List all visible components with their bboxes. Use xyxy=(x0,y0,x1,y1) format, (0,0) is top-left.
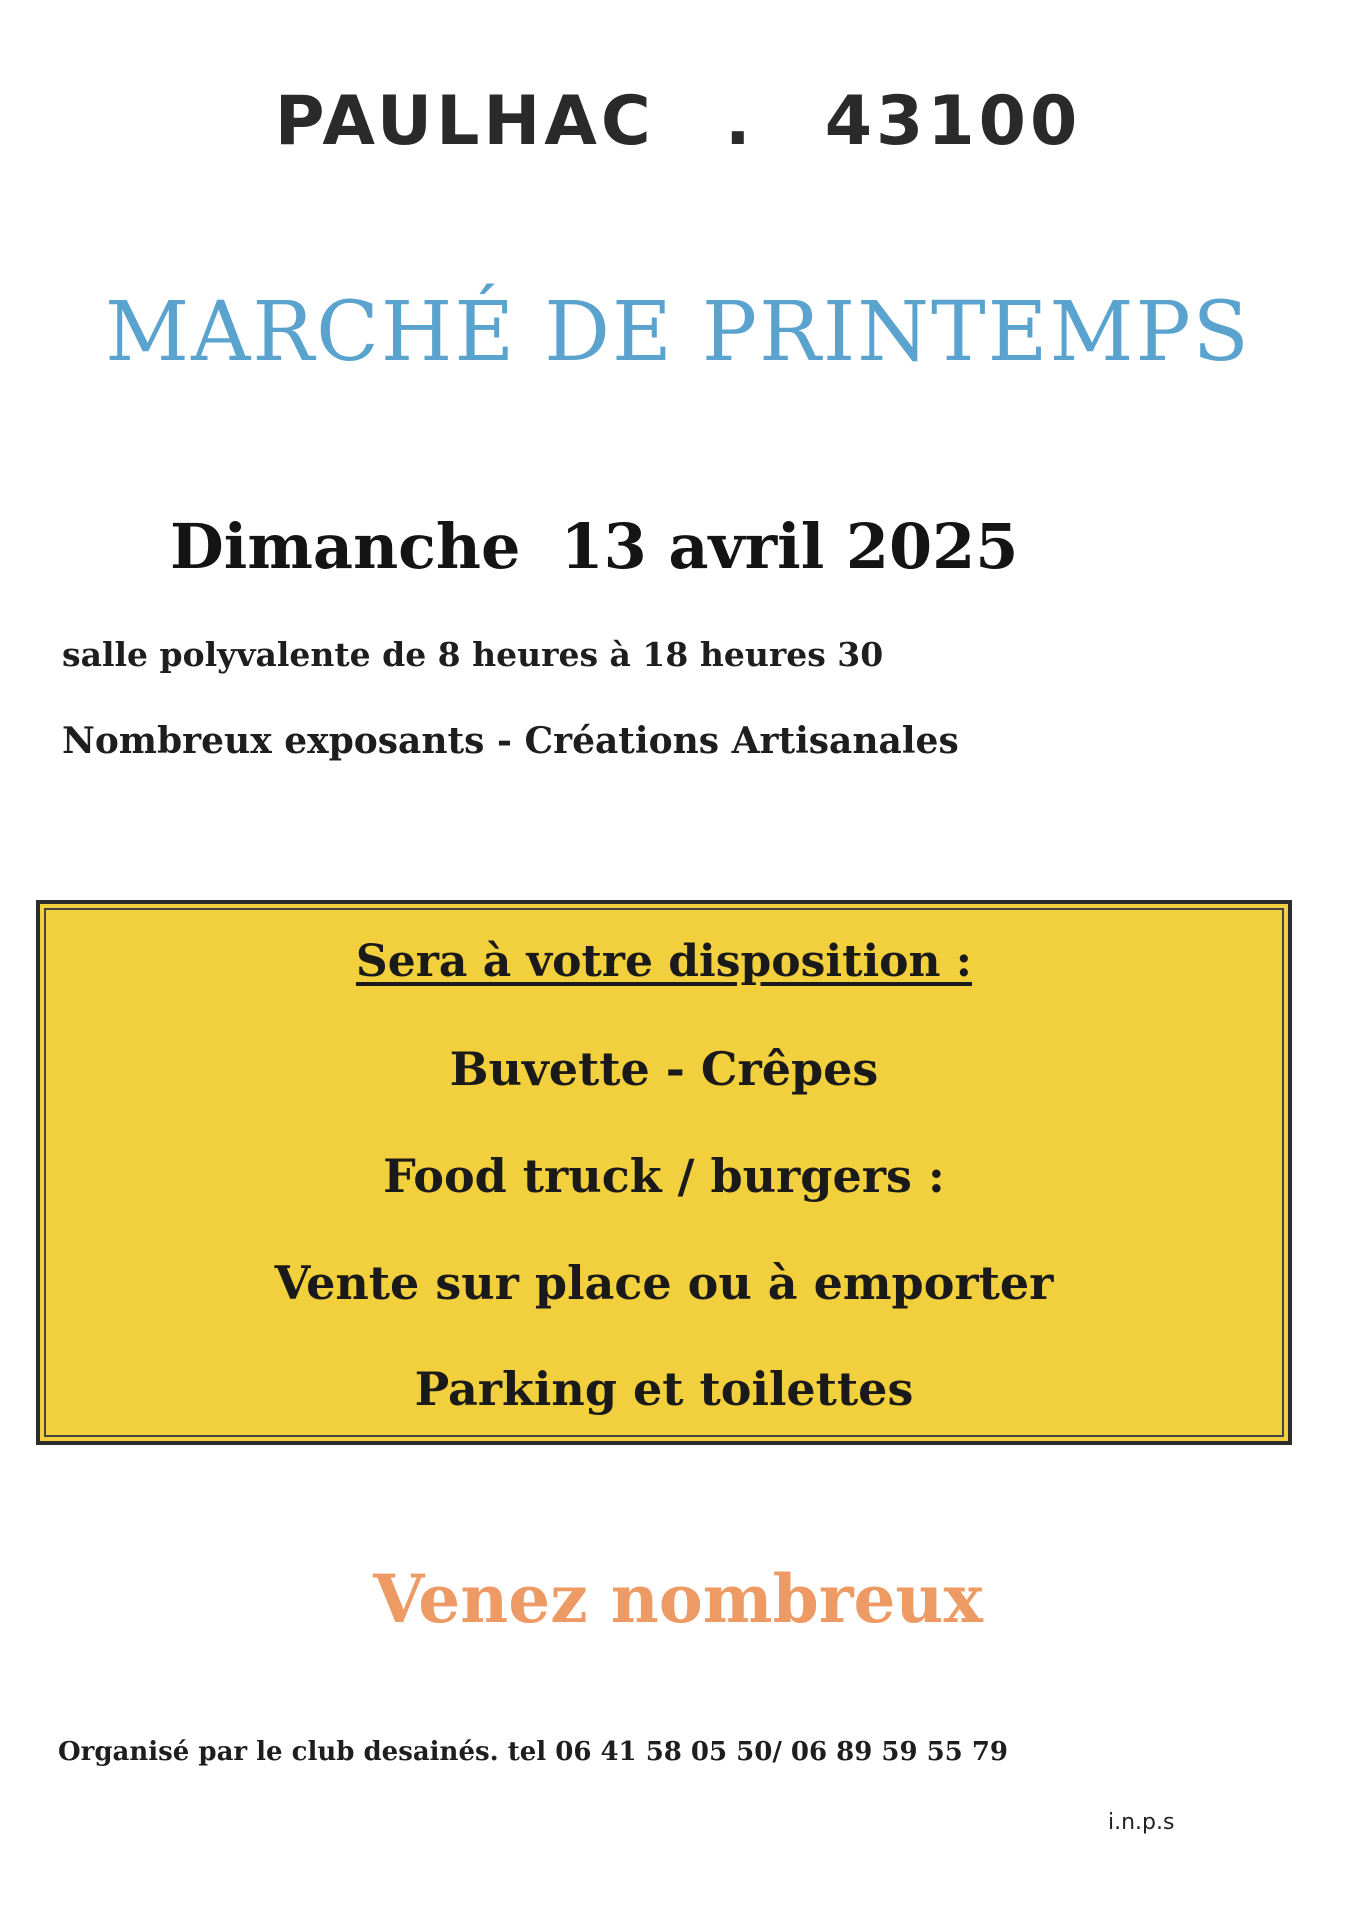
header-separator: . xyxy=(724,82,755,161)
venue-hours: salle polyvalente de 8 heures à 18 heures 30 xyxy=(62,635,884,674)
amenity-item: Food truck / burgers : xyxy=(383,1149,945,1203)
event-date-value: 13 avril 2025 xyxy=(560,510,1019,583)
event-date xyxy=(170,510,1018,583)
amenities-box xyxy=(36,900,1292,1445)
event-day: Dimanche xyxy=(170,510,521,583)
amenity-item: Buvette - Crêpes xyxy=(449,1042,879,1096)
amenities-heading: Sera à votre disposition : xyxy=(355,936,973,987)
organizer-contact: Organisé par le club desainés. tel 06 41 58 05 50/ 06 89 59 55 79 xyxy=(58,1737,1009,1767)
event-title: MARCHÉ DE PRINTEMPS xyxy=(105,285,1251,380)
town-header xyxy=(0,82,1356,161)
amenity-item: Parking et toilettes xyxy=(414,1362,914,1416)
author-initials: i.n.p.s xyxy=(1108,1810,1175,1835)
closing-invitation: Venez nombreux xyxy=(373,1560,983,1638)
postcode: 43100 xyxy=(824,82,1082,161)
amenity-item: Vente sur place ou à emporter xyxy=(274,1256,1054,1310)
exhibitors-line: Nombreux exposants - Créations Artisanales xyxy=(62,720,959,762)
town-name: PAULHAC xyxy=(274,82,655,161)
